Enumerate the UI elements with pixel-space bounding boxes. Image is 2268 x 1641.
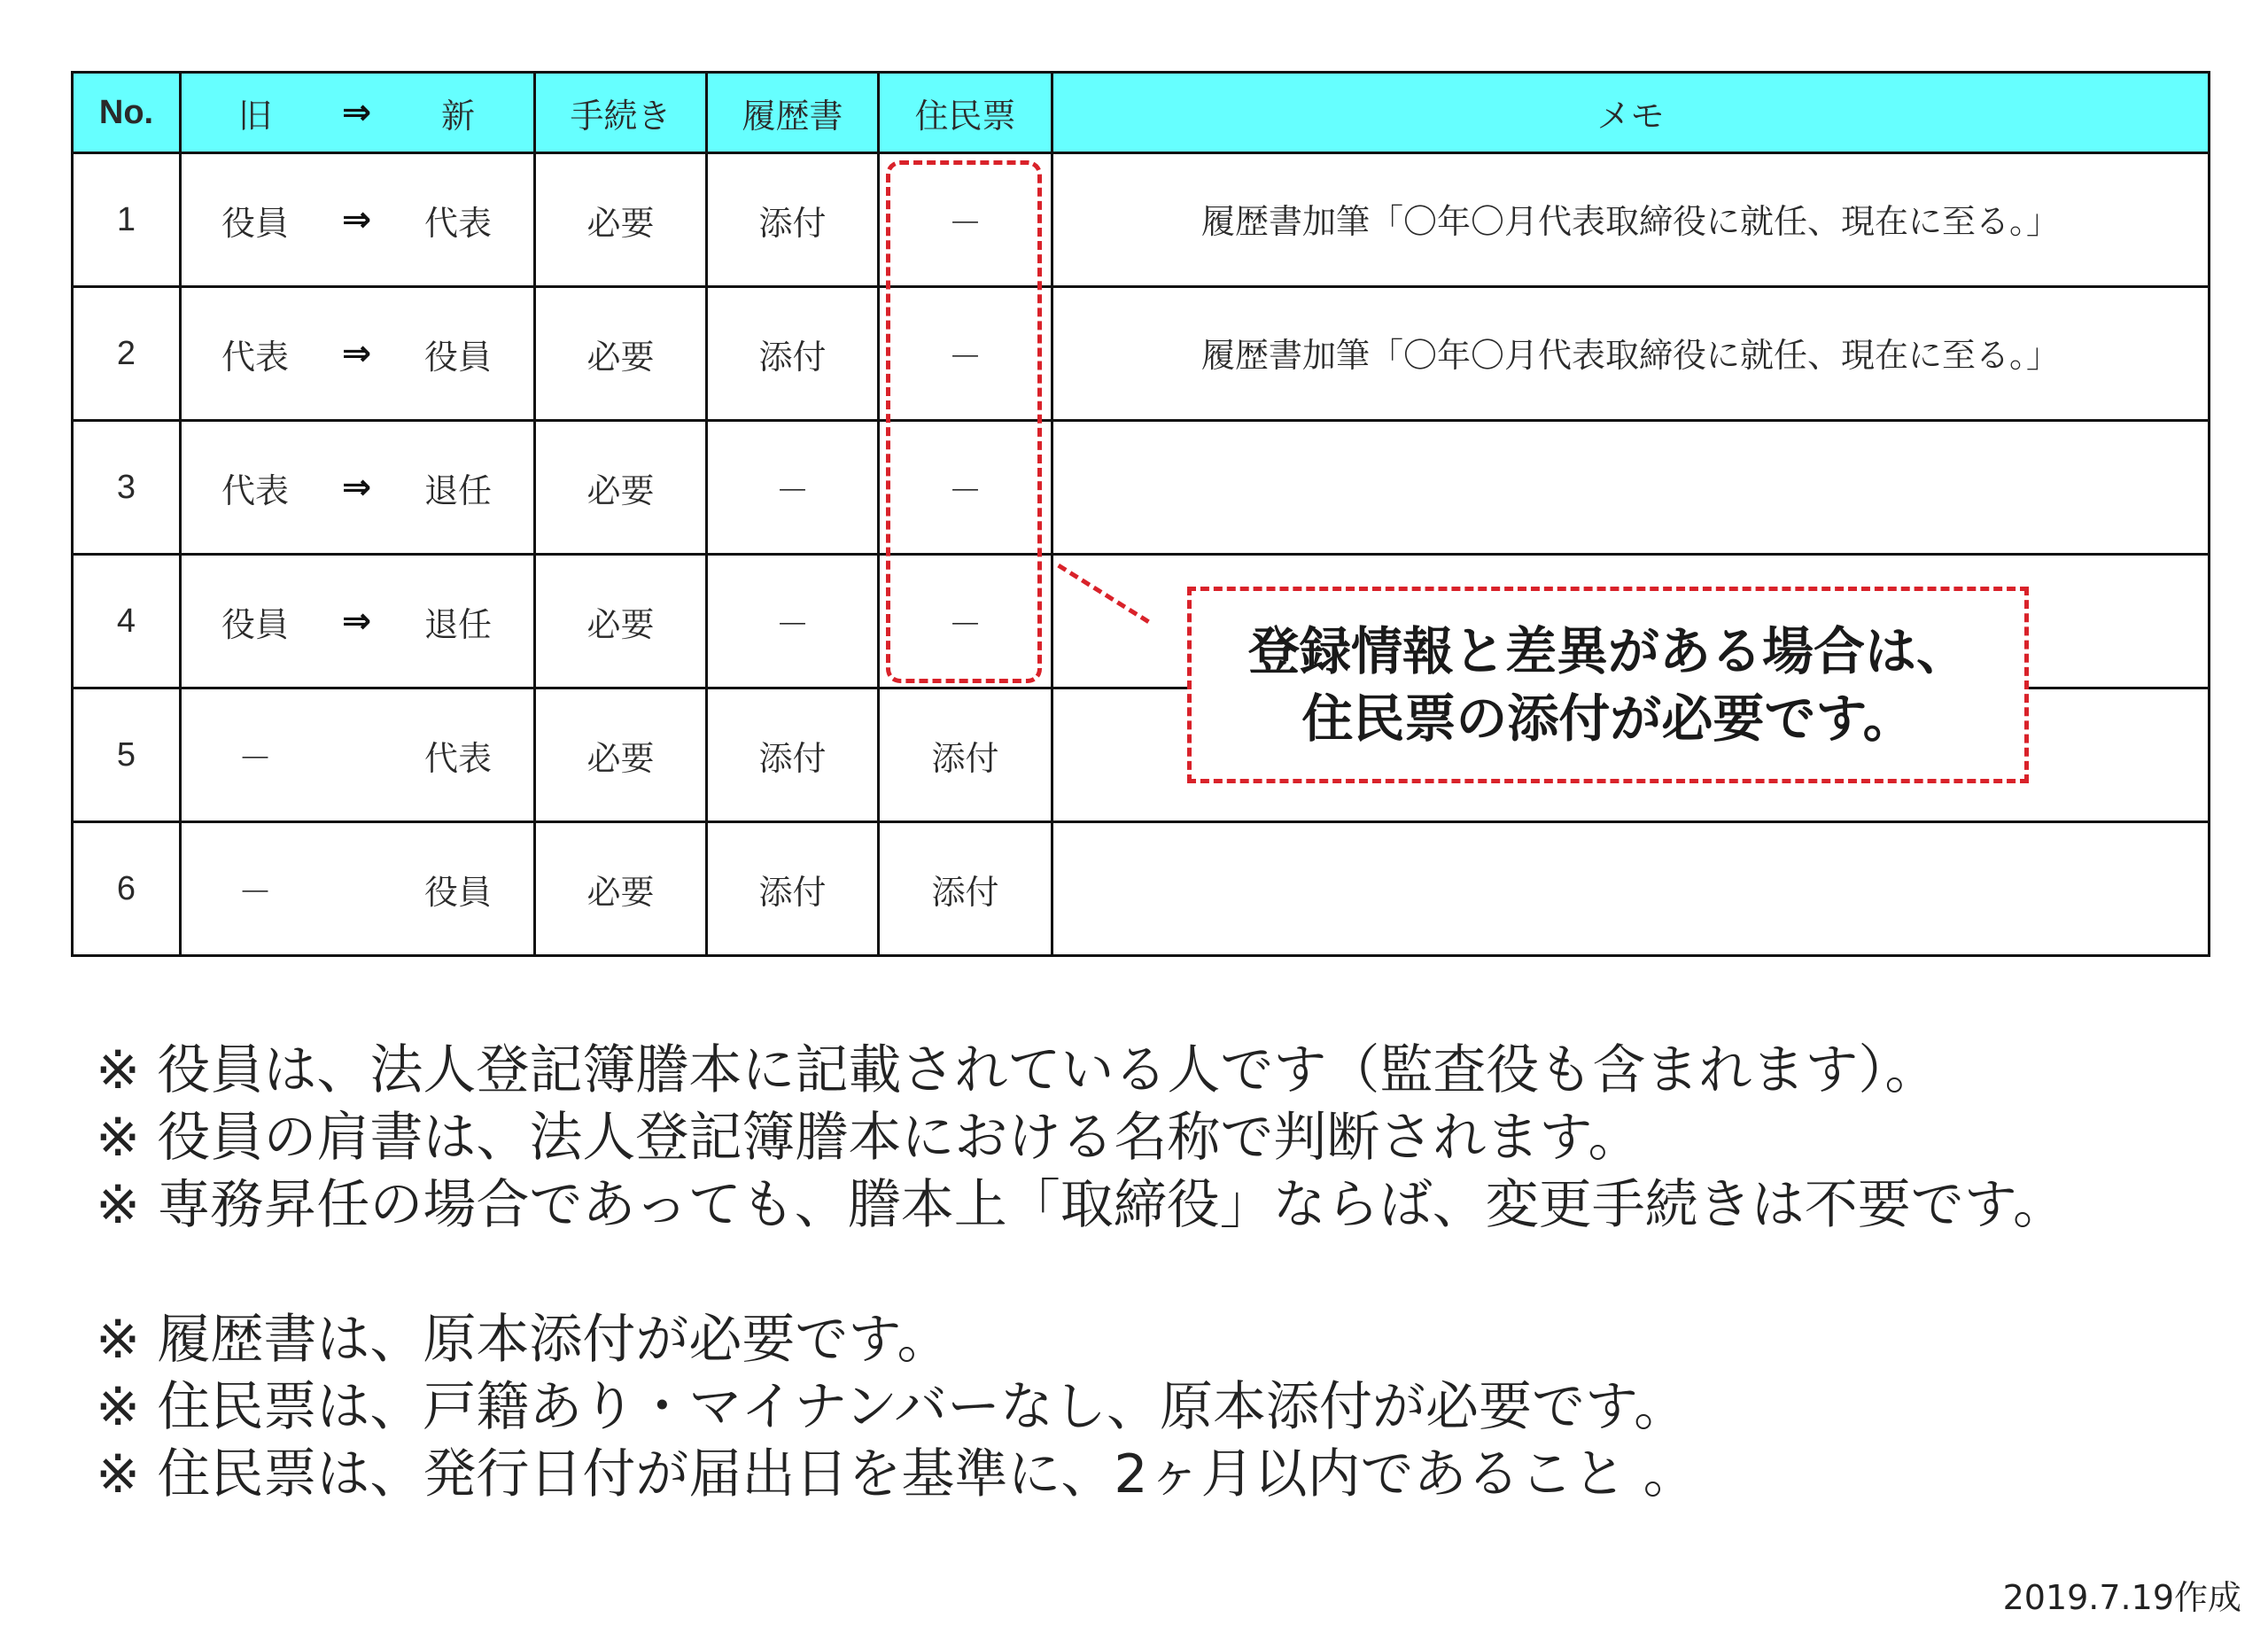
cell-arrow: ⇒ [341,333,372,374]
cell-procedure: 必要 [535,688,707,822]
cell-old: － [237,872,272,912]
callout-line-1: 登録情報と差異がある場合は、 [1247,621,1968,681]
notes-spacer [96,1239,2066,1306]
cell-procedure: 必要 [535,287,707,421]
header-old: 旧 [237,96,272,136]
cell-old-new [181,153,535,287]
cell-no: 6 [73,822,181,956]
cell-old-new [181,555,535,688]
note-item: ※ 住民票は、発行日付が届出日を基準に、2ヶ月以内であること 。 [96,1443,1697,1505]
cell-juminhyo: 添付 [879,688,1052,822]
table-row [73,822,2210,956]
table-row [73,421,2210,555]
cell-memo [1052,287,2210,421]
cell-no: 4 [73,555,181,688]
cell-procedure: 必要 [535,555,707,688]
cell-new: 役員 [423,872,492,912]
cell-no: 1 [73,153,181,287]
cell-memo [1052,822,2210,956]
notes-section [96,1037,2066,1508]
note-item: ※ 住民票は、戸籍あり・マイナンバーなし、原本添付が必要です。 [96,1376,1688,1438]
cell-new: 退任 [423,604,492,644]
header-juminhyo: 住民票 [879,73,1052,153]
cell-memo [1052,421,2210,555]
cell-procedure: 必要 [535,822,707,956]
procedure-table [71,71,2210,957]
cell-juminhyo: － [879,287,1052,421]
cell-old: 役員 [221,604,289,644]
cell-old: 代表 [221,337,289,377]
memo-text: 履歴書加筆「〇年〇月代表取締役に就任、現在に至る。」 [1200,201,2060,241]
cell-memo [1052,153,2210,287]
cell-new: 退任 [423,471,492,510]
cell-juminhyo: － [879,555,1052,688]
note-item: ※ 専務昇任の場合であっても、謄本上「取締役」ならば、変更手続きは不要です。 [96,1174,2066,1236]
cell-juminhyo: － [879,153,1052,287]
cell-no: 3 [73,421,181,555]
cell-new: 代表 [423,738,492,778]
note-item: ※ 役員の肩書は、法人登記簿謄本における名称で判断されます。 [96,1107,1642,1169]
callout-line-2: 住民票の添付が必要です。 [1301,688,1915,749]
cell-arrow: ⇒ [341,467,372,508]
cell-new: 代表 [423,203,492,243]
cell-old-new [181,822,535,956]
created-date: 2019.7.19作成 [2002,1578,2241,1617]
cell-rirekisho: － [707,421,879,555]
cell-rirekisho: 添付 [707,153,879,287]
header-new: 新 [440,96,475,136]
cell-old-new [181,287,535,421]
cell-old: 代表 [221,471,289,510]
header-procedure: 手続き [535,73,707,153]
note-item: ※ 役員は、法人登記簿謄本に記載されている人です（監査役も含まれます）。 [96,1039,1938,1101]
table-header-row [73,73,2210,153]
cell-rirekisho: － [707,555,879,688]
cell-rirekisho: 添付 [707,688,879,822]
note-item: ※ 履歴書は、原本添付が必要です。 [96,1309,951,1371]
cell-old-new [181,421,535,555]
cell-arrow: ⇒ [341,601,372,642]
memo-text: 履歴書加筆「〇年〇月代表取締役に就任、現在に至る。」 [1200,335,2060,375]
header-no: No. [73,73,181,153]
cell-old-new [181,688,535,822]
procedure-table-container [71,71,2208,957]
cell-old: 役員 [221,203,289,243]
header-arrow: ⇒ [341,92,372,133]
header-memo: メモ [1052,73,2210,153]
cell-no: 5 [73,688,181,822]
juminhyo-highlight-box [886,160,1042,683]
cell-rirekisho: 添付 [707,287,879,421]
cell-procedure: 必要 [535,153,707,287]
cell-no: 2 [73,287,181,421]
cell-procedure: 必要 [535,421,707,555]
header-old-new [181,73,535,153]
cell-juminhyo: 添付 [879,822,1052,956]
table-row [73,153,2210,287]
table-row [73,287,2210,421]
cell-new: 役員 [423,337,492,377]
cell-rirekisho: 添付 [707,822,879,956]
cell-juminhyo: － [879,421,1052,555]
callout-box [1187,587,2029,783]
cell-arrow: ⇒ [341,199,372,240]
cell-old: － [237,738,272,778]
header-rirekisho: 履歴書 [707,73,879,153]
